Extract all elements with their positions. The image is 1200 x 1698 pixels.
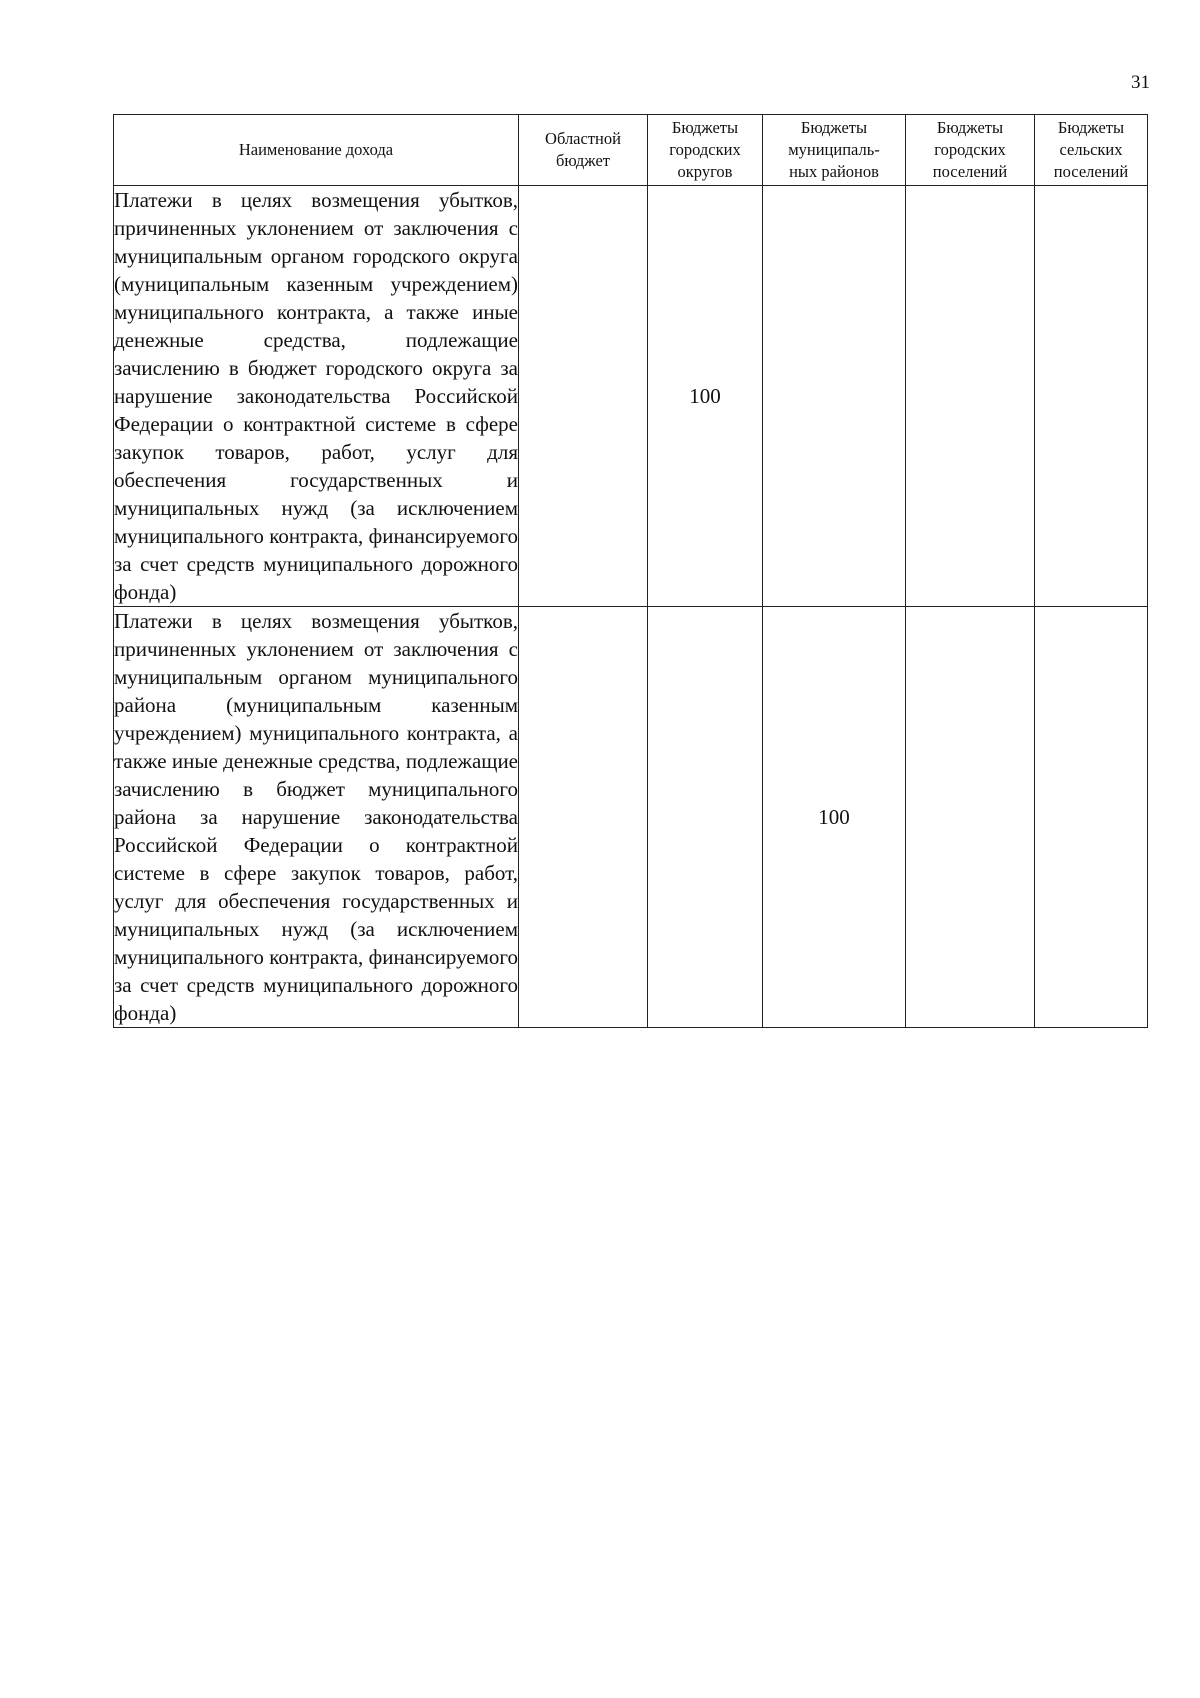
table-row <box>114 186 1148 607</box>
oblast-value-cell <box>519 607 648 1028</box>
header-city-okrug-budgets: Бюджеты городских округов <box>648 115 763 186</box>
city-settlement-value-cell <box>906 607 1035 1028</box>
oblast-value-cell <box>519 186 648 607</box>
header-city-settlement-budgets: Бюджеты городских поселений <box>906 115 1035 186</box>
revenue-name-cell: Платежи в целях возмещения убытков, причиненных уклонением от заключения с муниципальным органом муниципального района (муниципальным казенным учреждением) муниципального контракта, а также иные денежные средства, подлежащие зачислению в бюджет муниципального района за нарушение законодательства Российской Федерации о контрактной системе в сфере закупок товаров, работ, услуг для обеспечения государственных и муниципальных нужд (за исключением муниципального контракта, финансируемого за счет средств муниципального дорожного фонда) <box>114 607 519 1028</box>
table-row <box>114 607 1148 1028</box>
city-okrug-value-cell: 100 <box>648 186 763 607</box>
revenue-distribution-table <box>113 114 1148 1028</box>
header-oblast-budget: Областной бюджет <box>519 115 648 186</box>
header-revenue-name: Наименование дохода <box>114 115 519 186</box>
city-settlement-value-cell <box>906 186 1035 607</box>
table-header-row <box>114 115 1148 186</box>
revenue-name-cell: Платежи в целях возмещения убытков, причиненных уклонением от заключения с муниципальным органом городского округа (муниципальным казенным учреждением) муниципального контракта, а также иные денежные средства, подлежащие зачислению в бюджет городского округа за нарушение законодательства Российской Федерации о контрактной системе в сфере закупок товаров, работ, услуг для обеспечения государственных и муниципальных нужд (за исключением муниципального контракта, финансируемого за счет средств муниципального дорожного фонда) <box>114 186 519 607</box>
rural-settlement-value-cell <box>1035 186 1148 607</box>
city-okrug-value-cell <box>648 607 763 1028</box>
rural-settlement-value-cell <box>1035 607 1148 1028</box>
header-municipal-district-budgets: Бюджеты муниципаль- ных районов <box>763 115 906 186</box>
header-rural-settlement-budgets: Бюджеты сельских поселений <box>1035 115 1148 186</box>
page-number: 31 <box>1131 72 1150 93</box>
municipal-district-value-cell: 100 <box>763 607 906 1028</box>
municipal-district-value-cell <box>763 186 906 607</box>
